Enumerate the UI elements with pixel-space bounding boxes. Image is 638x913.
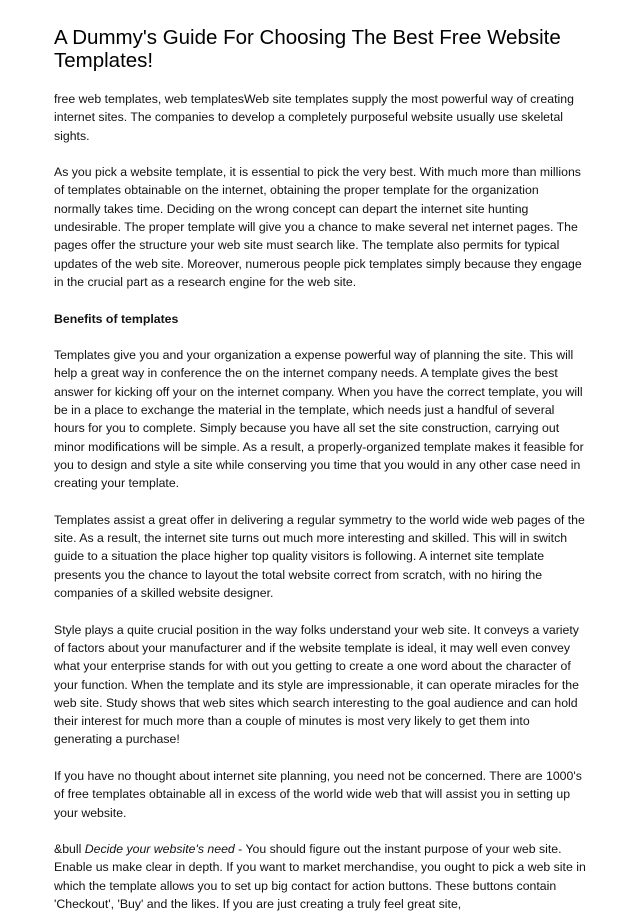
bullet-prefix: &bull bbox=[54, 842, 85, 857]
paragraph-style: Style plays a quite crucial position in the way folks understand your web site. It conveys a variety of factors about your manufacturer and if the website template is ideal, it may well even convey what your enterprise stands for with out you getting to create a one word about the character of your function. When the template and its style are impressionable, it can operate miracles for the web site. Study shows that web sites which search interesting to the goal audience and can hold their interest for much more than a couple of minutes is most very likely to get them into generating a purchase! bbox=[54, 622, 579, 747]
paragraph-planning: If you have no thought about internet site planning, you need not be concerned. There are 1000's of free templates obtainable all in excess of the world wide web that will assist you in setting up your website. bbox=[54, 768, 582, 820]
paragraph-choosing: As you pick a website template, it is essential to pick the very best. With much more than millions of templates obtainable on the internet, obtaining the proper template for the organization normally takes time. Deciding on the wrong concept can depart the internet site hunting undesirable. The proper template will give you a chance to make several net internet pages. The pages offer the structure your web site must search like. The template also permits for typical updates of the web site. Moreover, numerous people pick templates simply because they engage in the crucial part as a research engine for the web site. bbox=[54, 165, 582, 289]
section-heading-benefits: Benefits of templates bbox=[54, 311, 179, 326]
bullet-text: - You should figure out the instant purpose of your web site. Enable us make clear in depth. If you want to market merchandise, you ought to pick a web site in which the template allows you to set up big contact for action buttons. These buttons contain 'Checkout', 'Buy' and the likes. If you are just creating a truly feel great site, bbox=[54, 842, 586, 912]
bullet-emphasis: Decide your website's need bbox=[84, 842, 235, 857]
paragraph-symmetry: Templates assist a great offer in delivering a regular symmetry to the world wide web pages of the site. As a result, the internet site turns out much more interesting and skilled. This will in switch guide to a situation the place higher top quality visitors is following. A internet site template presents you the chance to layout the total website correct from scratch, with no hiring the companies of a skilled website designer. bbox=[54, 512, 585, 601]
paragraph-benefits: Templates give you and your organization a expense powerful way of planning the site. This will help a great way in conference the on the internet company needs. A template gives the best answer for kicking off your on the internet company. When you have the correct template, you will be in a place to exchange the material in the template, which needs just a handful of several hours for you to complete. Simply because you have all set the site construction, carrying out minor modifications will be simple. As a result, a properly-organized template makes it feasible for you to design and style a site while conserving you time that you would in any other case need in creating your template. bbox=[54, 348, 584, 491]
document-title: A Dummy's Guide For Choosing The Best Free Website Templates! bbox=[54, 26, 561, 72]
paragraph-intro: free web templates, web templatesWeb site templates supply the most powerful way of creating internet sites. The companies to develop a completely purposeful website usually use skeletal sights. bbox=[54, 92, 574, 143]
bullet-paragraph bbox=[54, 840, 588, 913]
